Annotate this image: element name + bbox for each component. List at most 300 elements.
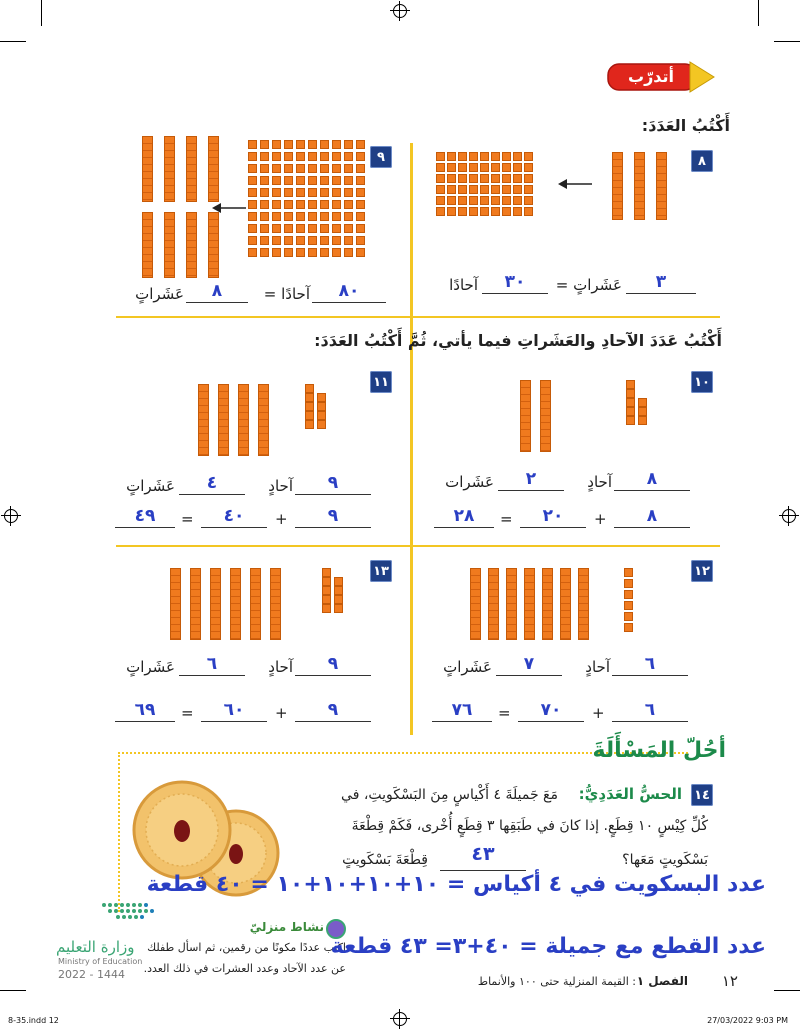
answer-line xyxy=(614,527,690,528)
tens-rod xyxy=(190,568,201,640)
divider-vertical xyxy=(410,143,413,735)
page-number: ١٢ xyxy=(721,972,738,990)
tens-value-answer: ٧٠ xyxy=(540,700,562,720)
ones-cube xyxy=(296,164,305,173)
registration-mark-right xyxy=(782,509,796,523)
tens-rod xyxy=(578,568,589,640)
ones-cube xyxy=(480,163,489,172)
ones-cube xyxy=(469,185,478,194)
answer-line xyxy=(432,721,492,722)
ones-cube xyxy=(436,174,445,183)
ones-cube xyxy=(332,140,341,149)
ones-answer: ٦ xyxy=(644,700,656,720)
ones-cube xyxy=(308,176,317,185)
answer-line xyxy=(312,302,386,303)
ones-answer: ٩ xyxy=(327,473,339,493)
ones-cube xyxy=(344,236,353,245)
tens-rod xyxy=(142,136,153,202)
ones-answer: ٨ xyxy=(646,506,658,526)
ones-cube xyxy=(334,604,343,613)
ones-cube xyxy=(308,212,317,221)
answer-line xyxy=(626,293,696,294)
answer-line xyxy=(440,870,526,871)
ex9-tens-answer: ٨ xyxy=(211,281,223,301)
ones-cube xyxy=(513,163,522,172)
ones-cube xyxy=(626,416,635,425)
ones-cube xyxy=(272,200,281,209)
ones-cube xyxy=(638,416,647,425)
chapter-label: الفصل ١ xyxy=(636,974,688,988)
ones-cube xyxy=(447,152,456,161)
ones-cube xyxy=(284,236,293,245)
registration-mark-left xyxy=(4,509,18,523)
ones-cube xyxy=(305,420,314,429)
ones-cube xyxy=(248,140,257,149)
ex9-ones-answer: ٨٠ xyxy=(338,281,360,301)
tens-rod xyxy=(612,152,623,220)
ones-cube xyxy=(480,207,489,216)
ones-cube xyxy=(322,586,331,595)
ones-cubes xyxy=(624,568,644,640)
ones-cube xyxy=(272,152,281,161)
ones-cube xyxy=(356,212,365,221)
ex8-ones-label: آحادًا xyxy=(449,276,478,294)
ones-cube xyxy=(272,224,281,233)
ones-cube xyxy=(513,152,522,161)
plus-sign: + xyxy=(275,510,288,528)
tens-label: عَشَراتٍ xyxy=(126,477,175,495)
answer-line xyxy=(201,527,267,528)
answer-line xyxy=(520,527,586,528)
ones-cube xyxy=(272,164,281,173)
ones-cube xyxy=(356,236,365,245)
ones-cube xyxy=(626,398,635,407)
ones-cube xyxy=(322,568,331,577)
ones-cube xyxy=(332,212,341,221)
ones-cube xyxy=(491,185,500,194)
ones-cube xyxy=(458,207,467,216)
ones-cube xyxy=(356,188,365,197)
plus-sign: + xyxy=(592,704,605,722)
ones-cube xyxy=(502,163,511,172)
ones-cube xyxy=(332,164,341,173)
ones-cube xyxy=(296,200,305,209)
ones-cube xyxy=(638,398,647,407)
ex8-ones-answer: ٣٠ xyxy=(504,272,526,292)
ones-cube xyxy=(458,163,467,172)
ones-cube xyxy=(248,164,257,173)
tens-answer: ٤ xyxy=(206,473,218,493)
tens-rod xyxy=(164,136,175,202)
total-answer: ٧٦ xyxy=(451,700,473,720)
ones-answer: ٩ xyxy=(327,700,339,720)
answer-line xyxy=(295,721,371,722)
ones-cube xyxy=(248,200,257,209)
ones-cube xyxy=(344,176,353,185)
ones-cube xyxy=(308,164,317,173)
tens-value-answer: ٢٠ xyxy=(542,506,564,526)
tens-rod xyxy=(488,568,499,640)
edition-year: 2022 - 1444 xyxy=(58,968,125,981)
print-file-name: 8-35.indd 12 xyxy=(8,1016,59,1025)
ones-cube xyxy=(272,176,281,185)
ones-cube xyxy=(624,579,633,588)
tens-answer: ٧ xyxy=(523,654,535,674)
ones-cube xyxy=(344,248,353,257)
tens-value-answer: ٦٠ xyxy=(223,700,245,720)
answer-line xyxy=(482,293,548,294)
ones-cube xyxy=(320,200,329,209)
tens-rod xyxy=(258,384,269,456)
exercise-badge-14: ١٤ xyxy=(691,784,713,806)
ones-cube xyxy=(284,248,293,257)
ones-cube xyxy=(296,140,305,149)
ones-cube xyxy=(624,601,633,610)
ones-cube xyxy=(260,200,269,209)
total-answer: ٤٩ xyxy=(134,506,156,526)
print-timestamp: 27/03/2022 9:03 PM xyxy=(707,1016,788,1025)
ones-cube xyxy=(308,200,317,209)
ones-cube xyxy=(344,152,353,161)
equals-sign: = xyxy=(181,704,194,722)
equals-sign: = xyxy=(181,510,194,528)
ones-cube xyxy=(469,152,478,161)
ones-cube xyxy=(308,188,317,197)
ones-cube xyxy=(260,176,269,185)
ones-cube xyxy=(524,185,533,194)
ones-label: آحادٍ xyxy=(268,658,293,676)
ones-cube xyxy=(513,185,522,194)
ones-answer: ٩ xyxy=(327,654,339,674)
ones-cube xyxy=(436,163,445,172)
exercise-badge-10: ١٠ xyxy=(691,371,713,393)
instruction-ones-tens: أَكْتُبُ عَدَدَ الآحادِ والعَشَراتِ فيما يأتي، ثُمَّ أَكْتُبُ العَدَدَ: xyxy=(314,331,722,350)
tens-answer: ٦ xyxy=(206,654,218,674)
tens-rod xyxy=(164,212,175,278)
ones-cube xyxy=(624,623,633,632)
ones-cube xyxy=(524,174,533,183)
ones-cube xyxy=(317,420,326,429)
tens-rod xyxy=(238,384,249,456)
ones-cube xyxy=(491,163,500,172)
ones-cube xyxy=(524,207,533,216)
ones-cube xyxy=(317,393,326,402)
ones-cube xyxy=(260,236,269,245)
ones-cube xyxy=(260,188,269,197)
ones-cubes-grid xyxy=(436,152,536,222)
ones-cube xyxy=(320,212,329,221)
ones-cube xyxy=(356,248,365,257)
home-activity-text-2: عن عدد الآحاد وعدد العشرات في ذلك العدد. xyxy=(143,962,346,975)
tens-rod xyxy=(198,384,209,456)
ones-cube xyxy=(284,140,293,149)
answer-line xyxy=(295,494,371,495)
tens-rod xyxy=(170,568,181,640)
crop-mark xyxy=(774,990,800,991)
ones-cube xyxy=(284,164,293,173)
ones-cube xyxy=(334,586,343,595)
ones-cube xyxy=(447,207,456,216)
tens-rod xyxy=(540,380,551,452)
ones-cube xyxy=(624,612,633,621)
ministry-name-en: Ministry of Education xyxy=(58,957,143,966)
answer-line xyxy=(295,675,371,676)
ones-cube xyxy=(320,140,329,149)
ones-cube xyxy=(284,152,293,161)
problem-line-2: كُلِّ كِيْسٍ ١٠ قِطَعٍ. إذا كانَ في طَبَقِها ٣ قِطَعٍ أُخْرى، فَكَمْ قِطْعَةَ xyxy=(351,818,708,834)
ones-cube xyxy=(626,380,635,389)
ones-cube xyxy=(308,224,317,233)
ones-cube xyxy=(317,411,326,420)
tens-rod xyxy=(520,380,531,452)
answer-line xyxy=(115,721,175,722)
ones-cube xyxy=(469,196,478,205)
crop-mark xyxy=(41,0,42,26)
answer-line xyxy=(612,675,688,676)
tens-rod xyxy=(208,136,219,202)
exercise-badge-9: ٩ xyxy=(370,146,392,168)
ex8-tens-label: عَشَراتٍ = xyxy=(555,276,622,294)
ones-cube xyxy=(469,207,478,216)
ones-cube xyxy=(296,188,305,197)
ones-cube xyxy=(308,248,317,257)
answer-line xyxy=(496,675,562,676)
ones-cube xyxy=(248,224,257,233)
answer-line xyxy=(518,721,584,722)
tens-rod xyxy=(210,568,221,640)
ones-cube xyxy=(513,207,522,216)
ones-label: آحادٍ xyxy=(268,477,293,495)
problem-label: الحسُّ العَدَدِيُّ: xyxy=(578,785,682,803)
ones-answer: ٨ xyxy=(646,469,658,489)
tens-rod xyxy=(470,568,481,640)
ones-cube xyxy=(260,224,269,233)
tens-rod xyxy=(208,212,219,278)
ones-cube xyxy=(436,152,445,161)
ones-cube xyxy=(260,248,269,257)
tens-rods xyxy=(470,568,600,640)
ones-cube xyxy=(308,152,317,161)
arrow-left-icon xyxy=(558,178,594,190)
tens-rods xyxy=(612,152,672,222)
ones-cube xyxy=(332,200,341,209)
ones-cube xyxy=(502,196,511,205)
registration-mark-bottom xyxy=(393,1012,407,1026)
ones-cube xyxy=(524,196,533,205)
ones-cube xyxy=(260,212,269,221)
banner-title: أتدرّب xyxy=(627,67,675,86)
ones-cube xyxy=(344,224,353,233)
home-activity-title: نشاط منزليّ xyxy=(249,920,324,934)
handwritten-step-1: عدد البسكويت في ٤ أكياس = ١٠+١٠+١٠+١٠ = ٤٠ قطعة xyxy=(146,872,766,897)
ones-cube xyxy=(320,224,329,233)
total-answer: ٦٩ xyxy=(134,700,156,720)
crop-mark xyxy=(758,0,759,26)
problem-title: أحُلّ المَسْأَلَةَ xyxy=(592,738,726,763)
tens-rod xyxy=(218,384,229,456)
tens-rods xyxy=(170,568,300,640)
answer-line xyxy=(295,527,371,528)
problem-line-3a: بَسْكَويتٍ مَعَها؟ xyxy=(622,852,708,868)
ones-cube xyxy=(436,207,445,216)
ones-cube xyxy=(272,212,281,221)
practice-banner xyxy=(606,60,716,94)
chapter-title: : القيمة المنزلية حتى ١٠٠ والأنماط xyxy=(477,975,636,988)
ones-cube xyxy=(322,595,331,604)
ones-cube xyxy=(296,212,305,221)
ones-cube xyxy=(458,152,467,161)
ones-cube xyxy=(334,577,343,586)
ones-cube xyxy=(436,196,445,205)
ones-cube xyxy=(344,200,353,209)
ones-cube xyxy=(344,188,353,197)
ones-cube xyxy=(480,185,489,194)
ones-cube xyxy=(524,163,533,172)
ones-cube xyxy=(320,176,329,185)
ones-cube xyxy=(260,164,269,173)
ones-cube xyxy=(332,152,341,161)
ones-cube xyxy=(320,152,329,161)
ones-cubes-grid xyxy=(248,140,368,272)
ones-cube xyxy=(305,393,314,402)
ones-cube xyxy=(502,174,511,183)
ones-cube xyxy=(332,224,341,233)
ones-cube xyxy=(320,188,329,197)
home-activity-text-1: اكتب عددًا مكونًا من رقمين، ثم اسأل طفلك xyxy=(147,941,346,954)
problem-line-1: مَعَ جَميلَةَ ٤ أَكْياسٍ مِنَ البَسْكَويتِ، في xyxy=(341,787,558,803)
registration-mark-top xyxy=(393,4,407,18)
tens-label: عَشَراتٍ xyxy=(126,658,175,676)
ones-cube xyxy=(284,200,293,209)
ones-cube xyxy=(356,140,365,149)
exercise-badge-11: ١١ xyxy=(370,371,392,393)
ones-cube xyxy=(356,224,365,233)
ones-cube xyxy=(248,236,257,245)
ones-cube xyxy=(317,402,326,411)
plus-sign: + xyxy=(594,510,607,528)
divider-horizontal xyxy=(116,316,720,318)
ones-cube xyxy=(248,212,257,221)
ones-cube xyxy=(248,188,257,197)
ones-cube xyxy=(513,196,522,205)
ones-cube xyxy=(272,188,281,197)
ones-cube xyxy=(469,174,478,183)
answer-line xyxy=(179,675,245,676)
ministry-logo-icon xyxy=(98,897,162,923)
ones-cubes xyxy=(322,568,352,640)
ones-cube xyxy=(334,595,343,604)
tens-rod xyxy=(270,568,281,640)
ones-cube xyxy=(491,174,500,183)
tens-rod xyxy=(524,568,535,640)
ones-cube xyxy=(284,224,293,233)
ones-cube xyxy=(308,236,317,245)
ones-cube xyxy=(513,174,522,183)
total-answer: ٢٨ xyxy=(453,506,475,526)
ex9-ones-label: آحادًا = xyxy=(263,285,310,303)
ones-cube xyxy=(332,176,341,185)
ones-cube xyxy=(332,248,341,257)
tens-rod xyxy=(142,212,153,278)
ones-cube xyxy=(248,176,257,185)
ones-answer: ٩ xyxy=(327,506,339,526)
tens-rods xyxy=(198,384,278,456)
answer-line xyxy=(614,490,690,491)
handwritten-step-2: عدد القطع مع جميلة = ٤٠+٣= ٤٣ قطعة xyxy=(330,934,766,959)
ones-cube xyxy=(284,212,293,221)
problem-answer: ٤٣ xyxy=(471,843,495,865)
equals-sign: = xyxy=(500,510,513,528)
ones-cube xyxy=(308,140,317,149)
tens-rods xyxy=(142,136,222,280)
divider-horizontal xyxy=(116,545,720,547)
ones-label: آحادٍ xyxy=(585,658,610,676)
ones-cube xyxy=(322,604,331,613)
ones-cube xyxy=(332,188,341,197)
instruction-write-number: أَكْتُبُ العَدَدَ: xyxy=(641,116,730,135)
ones-cube xyxy=(491,207,500,216)
ones-cube xyxy=(458,196,467,205)
tens-rod xyxy=(634,152,645,220)
ones-cube xyxy=(320,236,329,245)
ones-cube xyxy=(260,140,269,149)
tens-label: عَشَرات xyxy=(445,473,494,491)
tens-rod xyxy=(230,568,241,640)
ones-cube xyxy=(344,212,353,221)
ones-cube xyxy=(284,176,293,185)
ones-cube xyxy=(638,407,647,416)
tens-value-answer: ٤٠ xyxy=(223,506,245,526)
ones-cube xyxy=(356,200,365,209)
crop-mark xyxy=(0,990,26,991)
ones-cube xyxy=(447,174,456,183)
ones-cube xyxy=(502,207,511,216)
ones-cube xyxy=(320,248,329,257)
arrow-left-icon xyxy=(212,202,248,214)
ones-cube xyxy=(248,152,257,161)
ones-cube xyxy=(491,196,500,205)
tens-label: عَشَراتٍ xyxy=(443,658,492,676)
answer-line xyxy=(179,494,245,495)
ones-cube xyxy=(480,152,489,161)
tens-rod xyxy=(186,136,197,202)
ones-cube xyxy=(356,164,365,173)
ones-cube xyxy=(524,152,533,161)
ones-cube xyxy=(626,389,635,398)
ones-cube xyxy=(458,174,467,183)
ones-cube xyxy=(272,140,281,149)
ones-cube xyxy=(296,152,305,161)
ones-cube xyxy=(480,174,489,183)
ones-cube xyxy=(260,152,269,161)
ones-cube xyxy=(447,196,456,205)
crop-mark xyxy=(774,41,800,42)
ex8-tens-answer: ٣ xyxy=(655,272,667,292)
ones-cube xyxy=(356,152,365,161)
answer-line xyxy=(186,302,248,303)
ones-cube xyxy=(320,164,329,173)
ones-answer: ٦ xyxy=(644,654,656,674)
ones-cubes xyxy=(626,380,656,452)
ones-cube xyxy=(322,577,331,586)
exercise-badge-8: ٨ xyxy=(691,150,713,172)
problem-line-3b: قِطْعَةَ بَسْكَويتٍ xyxy=(342,852,428,868)
ones-cube xyxy=(305,402,314,411)
ones-cube xyxy=(502,185,511,194)
ones-cube xyxy=(296,236,305,245)
ones-label: آحادٍ xyxy=(587,473,612,491)
ones-cube xyxy=(356,176,365,185)
